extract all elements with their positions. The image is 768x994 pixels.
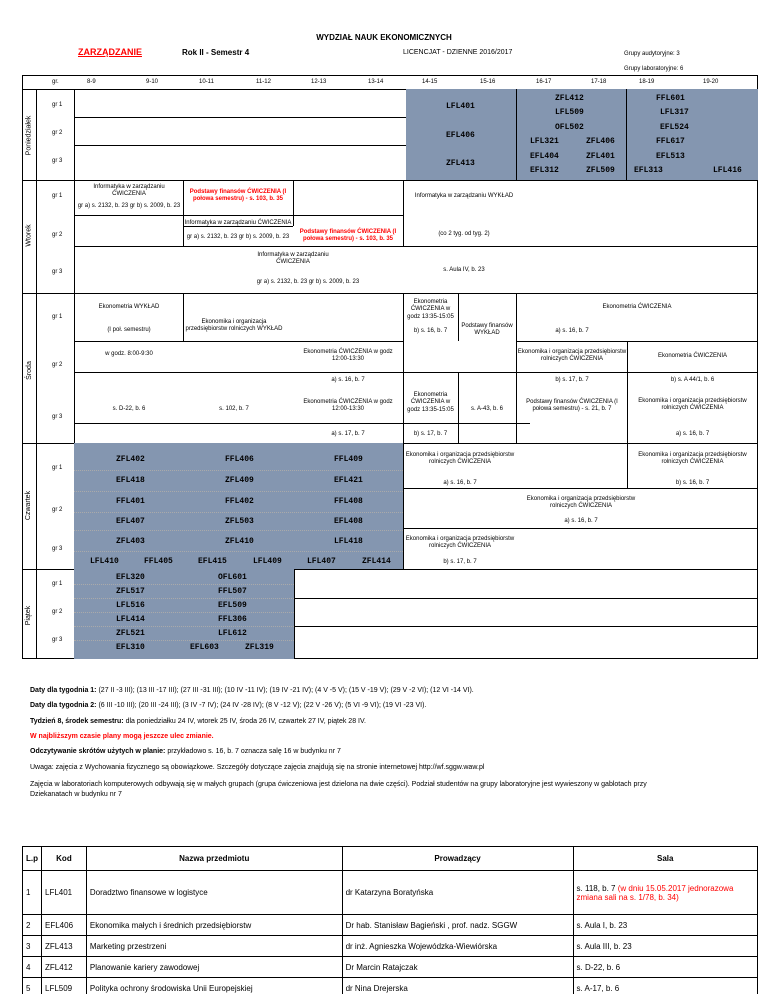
lecture-econometrics: Ekonometria WYKŁAD xyxy=(98,304,160,311)
lesson-econometrics: Ekonometria ĆWICZENIA w godz 13:35-15:05 xyxy=(407,299,454,320)
group-label: gr 3 xyxy=(52,414,63,420)
lesson-room: a) s. 17, b. 7 xyxy=(331,431,365,438)
room-change-note: (w dniu 15.05.2017 jednorazowa zmiana sali na s. 1/78, b. 34) xyxy=(576,883,734,902)
course-code: LFL401 xyxy=(446,102,475,111)
course-code: EFL407 xyxy=(116,517,145,526)
lesson-agri-econ: Ekonomika i organizacja przedsiębiorstw rolniczych ĆWICZENIA xyxy=(526,495,636,509)
lesson-informatics: Informatyka w zarządzaniu ĆWICZENIA xyxy=(257,251,329,265)
course-code: FFL405 xyxy=(144,557,173,566)
course-code: EFL404 xyxy=(530,152,559,161)
course-code: EFL603 xyxy=(190,643,219,652)
lab-note-2: Dziekanatach w budynku nr 7 xyxy=(30,791,122,798)
header-teacher: Prowadzący xyxy=(342,847,573,871)
group-label: gr 2 xyxy=(52,130,63,136)
col-hour: 10-11 xyxy=(199,79,214,85)
course-code: FFL401 xyxy=(116,497,145,506)
group-label: gr 1 xyxy=(52,465,63,471)
lesson-room: a) s. 16, b. 7 xyxy=(331,377,365,384)
course-code: ZFL406 xyxy=(586,137,615,146)
lesson-room: b) s. 17, b. 7 xyxy=(443,559,477,566)
course-code: ZFL517 xyxy=(116,587,145,596)
header-lp: L.p xyxy=(23,847,42,871)
course-code: OFL601 xyxy=(218,573,247,582)
header-room: Sala xyxy=(573,847,757,871)
week1-dates: Daty dla tygodnia 1: (27 II -3 III); (13 III -17 III); (27 III -31 III); (10 IV -11 IV); (19 IV -21 IV); (4 V -5 V); (15 V -19 V); (29 V -2 VI); (12 VI -14 VI). xyxy=(30,687,474,694)
lesson-room: s. D-22, b. 6 xyxy=(112,406,146,413)
lecture-time: w godz. 8:00-9:30 xyxy=(105,351,153,358)
col-hour: 9-10 xyxy=(146,79,159,85)
table-row: 4 ZFL412 Planowanie kariery zawodowej Dr Marcin Ratajczak s. D-22, b. 6 xyxy=(23,957,758,978)
lesson-agri-econ: Ekonomika i organizacja przedsiębiorstw rolniczych ĆWICZENIA xyxy=(638,397,747,411)
week2-dates: Daty dla tygodnia 2: (6 III -10 III); (20 III -24 III); (3 IV -7 IV); (24 IV -28 IV); (8 V -12 V); (22 V -26 V); (5 VI -9 VI); (19 VI -23 VI). xyxy=(30,702,427,709)
lesson-room: b) s. 16, b. 7 xyxy=(675,479,710,486)
col-hour: 12-13 xyxy=(311,79,327,85)
course-code: LFL321 xyxy=(530,137,559,146)
lesson-agri-econ: Ekonomika i organizacja przedsiębiorstw rolniczych ĆWICZENIA xyxy=(517,348,627,362)
lesson-rooms: gr a) s. 2132, b. 23 gr b) s. 2009, b. 23 xyxy=(256,279,360,286)
group-label: gr 2 xyxy=(52,507,63,513)
lesson-finance: Podstawy finansów ĆWICZENIA (I połowa semestru) - s. 103, b. 35 xyxy=(299,228,397,242)
header-course: Nazwa przedmiotu xyxy=(86,847,342,871)
course-code: FFL406 xyxy=(225,455,254,464)
lesson-rooms: gr a) s. 2132, b. 23 gr b) s. 2009, b. 23 xyxy=(186,234,290,241)
lesson-rooms: gr a) s. 2132, b. 23 gr b) s. 2009, b. 23 xyxy=(77,203,181,210)
col-hour: 18-19 xyxy=(639,79,655,85)
lecture-note: (I poł. semestru) xyxy=(107,327,151,334)
course-code: EFL312 xyxy=(530,166,559,175)
table-row: 1 LFL401 Doradztwo finansowe w logistyce dr Katarzyna Boratyńska s. 118, b. 7 (w dniu 15.05.2017 jednorazowa zmiana sali na s. 1/78, b. 34) xyxy=(23,871,758,915)
course-code: FFL402 xyxy=(225,497,254,506)
group-label: gr 2 xyxy=(52,609,63,615)
lesson-finance: Podstawy finansów ĆWICZENIA (I połowa semestru) - s. 21, b. 7 xyxy=(526,398,618,412)
course-code: FFL408 xyxy=(334,497,363,506)
course-code: FFL601 xyxy=(656,94,685,103)
course-code: EFL310 xyxy=(116,643,145,652)
course-code: LFL414 xyxy=(116,615,145,624)
course-code: FFL306 xyxy=(218,615,247,624)
lesson-room: b) s. 16, b. 7 xyxy=(413,328,448,335)
lesson-room: b) s. 17, b. 7 xyxy=(413,431,448,438)
col-hour: 13-14 xyxy=(368,79,384,85)
course-code: FFL507 xyxy=(218,587,247,596)
course-code: EFL406 xyxy=(446,131,475,140)
lecture-finance: Podstawy finansów WYKŁAD xyxy=(461,322,513,336)
pe-note: Uwaga: zajęcia z Wychowania fizycznego są obowiązkowe. Szczegóły dotyczące zajęcia znajdują się na stronie internetowej http://wf.sggw.waw.pl xyxy=(30,764,485,771)
course-code: EFL418 xyxy=(116,476,145,485)
lab-groups: Grupy laboratoryjne: 6 xyxy=(624,66,684,72)
lab-note-1: Zajęcia w laboratoriach komputerowych odbywają się w małych grupach (grupa ćwiczeniowa jest dzielona na dwie części). Podział studentów na grupy laboratoryjne jest wywieszony w gablotach przy xyxy=(30,781,647,788)
course-code: ZFL410 xyxy=(225,537,254,546)
course-code: ZFL503 xyxy=(225,517,254,526)
course-code: ZFL402 xyxy=(116,455,145,464)
course-code: ZFL414 xyxy=(362,557,391,566)
course-legend-table xyxy=(22,846,758,994)
course-code: OFL502 xyxy=(555,123,584,132)
group-label: gr 2 xyxy=(52,232,63,238)
lesson-econometrics: Ekonometria ĆWICZENIA w godz 12:00-13:30 xyxy=(303,398,393,412)
col-hour: 16-17 xyxy=(536,79,552,85)
group-label: gr 1 xyxy=(52,193,63,199)
table-row: 5 LFL509 Polityka ochrony środowiska Unii Europejskiej dr Nina Drejerska s. A-17, b. 6 xyxy=(23,978,758,994)
course-code: ZFL319 xyxy=(245,643,274,652)
col-hour: 14-15 xyxy=(422,79,438,85)
col-hour: 17-18 xyxy=(591,79,607,85)
course-code: EFL408 xyxy=(334,517,363,526)
lecture-room: s. Aula IV, b. 23 xyxy=(443,267,485,274)
day-monday: Poniedziałek xyxy=(25,115,33,155)
course-code: LFL410 xyxy=(90,557,119,566)
lesson-informatics: Informatyka w zarządzaniu ĆWICZENIA xyxy=(184,220,292,227)
course-code: ZFL403 xyxy=(116,537,145,546)
abbreviation-note: Odczytywanie skrótów użytych w planie: przykładowo s. 16, b. 7 oznacza salę 16 w budynku nr 7 xyxy=(30,748,341,755)
col-hour: 15-16 xyxy=(480,79,496,85)
lesson-room: s. A-43, b. 6 xyxy=(470,406,504,413)
course-code: EFL421 xyxy=(334,476,363,485)
group-label: gr 1 xyxy=(52,102,63,108)
lesson-room: b) s. 17, b. 7 xyxy=(555,377,589,384)
lecture-agri-econ: Ekonomika i organizacja przedsiębiorstw rolniczych WYKŁAD xyxy=(185,318,283,332)
lesson-econometrics: Ekonometria ĆWICZENIA w godz 13:35-15:05 xyxy=(407,392,454,413)
course-code: EFL320 xyxy=(116,573,145,582)
course-code: ZFL409 xyxy=(225,476,254,485)
course-code: ZFL413 xyxy=(446,159,475,168)
course-code: LFL418 xyxy=(334,537,363,546)
table-header-row xyxy=(23,847,758,871)
day-divider xyxy=(22,180,758,181)
group-label: gr 3 xyxy=(52,269,63,275)
course-code: LFL612 xyxy=(218,629,247,638)
course-code: FFL409 xyxy=(334,455,363,464)
lesson-econometrics: Ekonometria ĆWICZENIA xyxy=(602,304,672,311)
day-tuesday: Wtorek xyxy=(25,223,33,247)
lesson-room: s. 102, b. 7 xyxy=(219,406,249,413)
group-label: gr 1 xyxy=(52,314,63,320)
lesson-room: a) s. 16, b. 7 xyxy=(675,431,710,438)
table-row: 3 ZFL413 Marketing przestrzeni dr inż. Agnieszka Wojewódzka-Wiewiórska s. Aula III, b. 23 xyxy=(23,936,758,957)
lesson-econometrics: Ekonometria ĆWICZENIA w godz 12:00-13:30 xyxy=(303,348,393,362)
course-code: LFL516 xyxy=(116,601,145,610)
col-hour: 11-12 xyxy=(256,79,271,85)
group-label: gr 3 xyxy=(52,158,63,164)
auditory-groups: Grupy audytoryjne: 3 xyxy=(624,51,680,57)
day-column-divider xyxy=(36,89,37,659)
group-label: gr 3 xyxy=(52,637,63,643)
lesson-econometrics: Ekonometria ĆWICZENIA xyxy=(657,353,727,360)
study-mode: LICENCJAT - DZIENNE 2016/2017 xyxy=(403,49,513,56)
lesson-agri-econ: Ekonomika i organizacja przedsiębiorstw rolniczych ĆWICZENIA xyxy=(638,451,747,465)
course-code: ZFL521 xyxy=(116,629,145,638)
lesson-room: a) s. 16, b. 7 xyxy=(555,328,589,335)
lecture-frequency: (co 2 tyg. od tyg. 2) xyxy=(438,231,490,238)
faculty-title: WYDZIAŁ NAUK EKONOMICZNYCH xyxy=(316,33,452,42)
lesson-room: a) s. 16, b. 7 xyxy=(564,518,598,525)
day-wednesday: Środa xyxy=(25,360,33,380)
course-code: ZFL401 xyxy=(586,152,615,161)
day-thursday: Czwartek xyxy=(25,490,33,521)
col-hour: 19-20 xyxy=(703,79,719,85)
col-group: gr. xyxy=(52,79,59,85)
course-code: LFL416 xyxy=(713,166,742,175)
day-divider xyxy=(22,293,758,294)
course-code: ZFL412 xyxy=(555,94,584,103)
day-friday: Piątek xyxy=(25,605,33,625)
field-of-study: ZARZĄDZANIE xyxy=(78,47,142,57)
changes-warning: W najbliższym czasie plany mogą jeszcze ulec zmianie. xyxy=(30,733,214,740)
course-code: ZFL509 xyxy=(586,166,615,175)
course-code: LFL509 xyxy=(555,108,584,117)
course-code: EFL524 xyxy=(660,123,689,132)
course-code: LFL409 xyxy=(253,557,282,566)
course-code: EFL415 xyxy=(198,557,227,566)
lesson-room: a) s. 16, b. 7 xyxy=(443,479,477,486)
course-code: EFL509 xyxy=(218,601,247,610)
course-code: FFL617 xyxy=(656,137,685,146)
group-label: gr 1 xyxy=(52,581,63,587)
lesson-informatics: Informatyka w zarządzaniu ĆWICZENIA xyxy=(93,183,165,197)
course-code: EFL313 xyxy=(634,166,663,175)
lesson-agri-econ: Ekonomika i organizacja przedsiębiorstw rolniczych ĆWICZENIA xyxy=(405,535,515,549)
week8-note: Tydzień 8, środek semestru: dla poniedziałku 24 IV, wtorek 25 IV, środa 26 IV, czwartek 27 IV, piątek 28 IV. xyxy=(30,718,366,725)
course-code: LFL407 xyxy=(307,557,336,566)
lesson-agri-econ: Ekonomika i organizacja przedsiębiorstw rolniczych ĆWICZENIA xyxy=(405,451,515,465)
lesson-finance: Podstawy finansów ĆWICZENIA (I połowa semestru) - s. 103, b. 35 xyxy=(189,188,287,202)
course-code: LFL317 xyxy=(660,108,689,117)
group-label: gr 2 xyxy=(52,362,63,368)
col-hour: 8-9 xyxy=(87,79,96,85)
header-code: Kod xyxy=(42,847,87,871)
year-semester: Rok II - Semestr 4 xyxy=(182,48,250,57)
group-label: gr 3 xyxy=(52,546,63,552)
course-code: EFL513 xyxy=(656,152,685,161)
lecture-informatics: Informatyka w zarządzaniu WYKŁAD xyxy=(414,193,514,200)
lesson-room: b) s. A 44/1, b. 6 xyxy=(670,377,715,384)
table-row: 2 EFL406 Ekonomika małych i średnich przedsiębiorstw Dr hab. Stanisław Bagieński , prof. nadz. SGGW s. Aula I, b. 23 xyxy=(23,915,758,936)
